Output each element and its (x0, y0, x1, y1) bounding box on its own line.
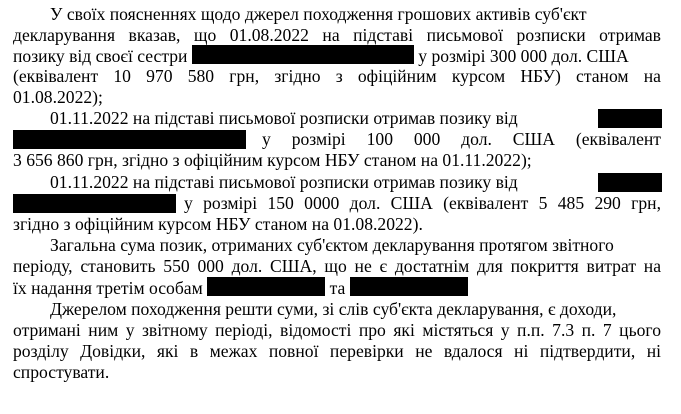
paragraph-1-line-5: 01.08.2022); (13, 87, 103, 107)
paragraph-1-line-3-text-a: позику від своєї сестри (13, 46, 188, 66)
paragraph-4-line-3 (13, 277, 468, 297)
paragraph-4-line-1: Загальна сума позик, отриманих суб'єктом декларування протягом звітного (50, 235, 614, 255)
paragraph-1-line-2: декларування вказав, що 01.08.2022 на підставі письмової розписки отримав (13, 25, 661, 45)
paragraph-1-line-3-text-b: у розмірі 300 000 дол. США (418, 46, 629, 66)
paragraph-5-line-2: отримані ним у звітному періоді, відомості про які містяться у п.п. 7.3 п. 7 цього (13, 320, 661, 340)
paragraph-3-line-1: 01.11.2022 на підставі письмової розписки отримав позику від (50, 172, 518, 192)
redaction-box (207, 277, 325, 296)
paragraph-4-line-3-text-b: та (329, 278, 346, 298)
redaction-box (192, 45, 414, 64)
paragraph-5-line-3: розділу Довідки, які в межах повної перевірки не вдалося ні підтвердити, ні (13, 341, 661, 361)
redaction-box (13, 130, 246, 149)
redaction-box (350, 277, 468, 296)
redaction-box (598, 109, 662, 128)
redaction-box (598, 173, 662, 192)
paragraph-5-line-1: Джерелом походження решти суми, зі слів суб'єкта декларування, є доходи, (50, 299, 617, 319)
paragraph-4-line-2: періоду, становить 550 000 дол. США, що не є достатнім для покриття витрат на (13, 256, 661, 276)
paragraph-2-line-2: у розмірі 100 000 дол. США (еквівалент (262, 129, 661, 149)
paragraph-2-line-1: 01.11.2022 на підставі письмової розписки отримав позику від (50, 108, 518, 128)
paragraph-1-line-3 (13, 45, 629, 65)
paragraph-3-line-3: згідно з офіційним курсом НБУ станом на 01.08.2022). (13, 214, 423, 234)
paragraph-3-line-2: у розмірі 150 0000 дол. США (еквівалент 5 485 290 грн, (184, 193, 661, 213)
paragraph-1-line-4: (еквівалент 10 970 580 грн, згідно з офіційним курсом НБУ) станом на (13, 66, 661, 86)
redaction-box (13, 194, 176, 213)
paragraph-4-line-3-text-a: їх надання третім особам (13, 278, 203, 298)
paragraph-2-line-3: 3 656 860 грн, згідно з офіційним курсом НБУ станом на 01.11.2022); (13, 150, 532, 170)
paragraph-1-line-1: У своїх поясненнях щодо джерел походження грошових активів суб'єкт (50, 4, 587, 24)
paragraph-5-line-4: спростувати. (13, 362, 110, 382)
